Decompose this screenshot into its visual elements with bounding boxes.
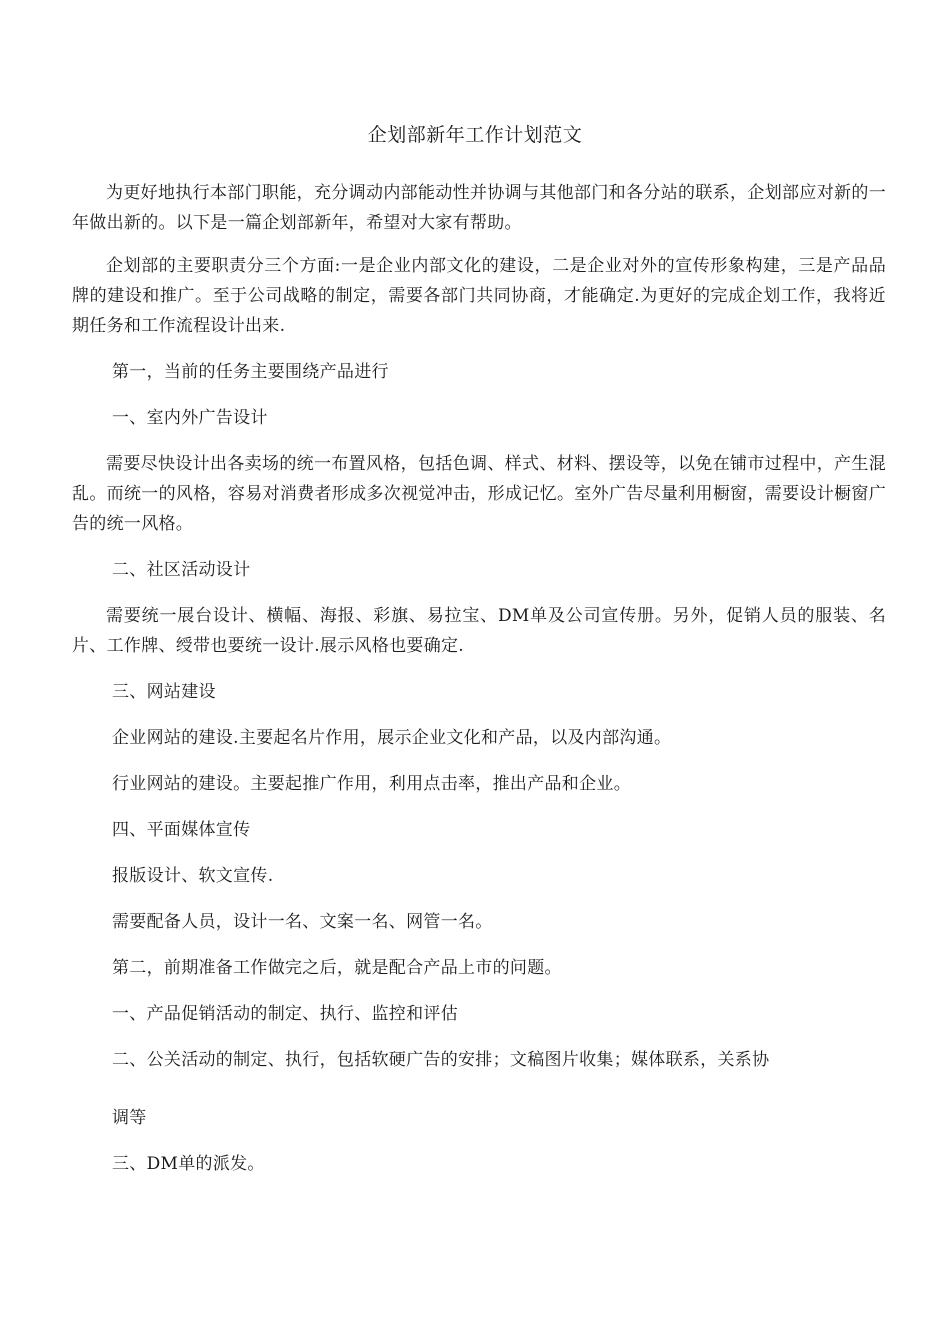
section4-line2: 需要配备人员，设计一名、文案一名、网管一名。 [112, 912, 493, 932]
section1-heading: 一、室内外广告设计 [112, 408, 268, 428]
part2-item1: 一、产品促销活动的制定、执行、监控和评估 [112, 1004, 458, 1024]
part2-item2-continued: 调等 [112, 1108, 147, 1128]
section3-line2: 行业网站的建设。主要起推广作用，利用点击率，推出产品和企业。 [112, 774, 631, 794]
document-body [72, 178, 886, 1179]
section2-body: 需要统一展台设计、横幅、海报、彩旗、易拉宝、DM单及公司宣传册。另外，促销人员的服装、名片、工作牌、绶带也要统一设计.展示风格也要确定. [72, 606, 886, 656]
part2-item2: 二、公关活动的制定、执行，包括软硬广告的安排；文稿图片收集；媒体联系，关系协 [112, 1050, 770, 1070]
section2-heading: 二、社区活动设计 [112, 560, 251, 580]
section4-heading: 四、平面媒体宣传 [112, 820, 251, 840]
document-title: 企划部新年工作计划范文 [367, 124, 583, 146]
part2-item3: 三、DM单的派发。 [112, 1154, 265, 1174]
section4-line1: 报版设计、软文宣传. [112, 866, 274, 886]
duties-paragraph: 企划部的主要职责分三个方面:一是企业内部文化的建设，二是企业对外的宣传形象构建，三是产品品牌的建设和推广。至于公司战略的制定，需要各部门共同协商，才能确定.为更好的完成企划工作，我将近期任务和工作流程设计出来. [72, 256, 886, 336]
section3-line1: 企业网站的建设.主要起名片作用，展示企业文化和产品，以及内部沟通。 [112, 728, 672, 748]
section1-body: 需要尽快设计出各卖场的统一布置风格，包括色调、样式、材料、摆设等，以免在铺市过程中，产生混乱。而统一的风格，容易对消费者形成多次视觉冲击，形成记忆。室外广告尽量利用橱窗，需要设计橱窗广告的统一风格。 [72, 454, 886, 534]
section3-heading: 三、网站建设 [112, 682, 216, 702]
intro-paragraph: 为更好地执行本部门职能，充分调动内部能动性并协调与其他部门和各分站的联系，企划部应对新的一年做出新的。以下是一篇企划部新年，希望对大家有帮助。 [72, 183, 886, 233]
part2-heading: 第二，前期准备工作做完之后，就是配合产品上市的问题。 [112, 958, 562, 978]
part1-heading: 第一，当前的任务主要围绕产品进行 [112, 362, 389, 382]
